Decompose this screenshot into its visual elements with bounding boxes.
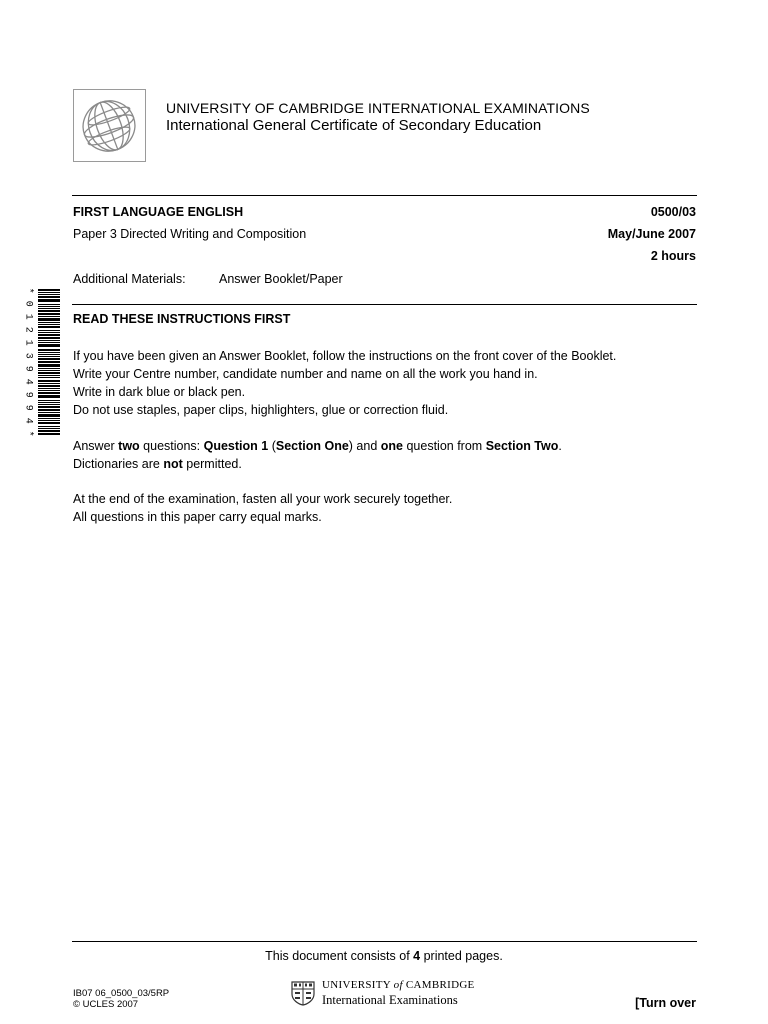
barcode-bar	[38, 342, 60, 343]
barcode	[22, 288, 62, 436]
certificate-title: International General Certificate of Secondary Education	[166, 117, 542, 134]
instruction-line: Write in dark blue or black pen.	[73, 385, 246, 399]
barcode-bar	[38, 402, 60, 403]
barcode-bar	[38, 375, 60, 376]
text-bold: two	[118, 439, 140, 453]
instruction-line: At the end of the examination, fasten all your work securely together.	[73, 492, 453, 506]
text-span: questions:	[139, 439, 204, 453]
text-span: UNIVERSITY	[322, 979, 391, 991]
paper-reference: IB07 06_0500_03/5RP	[73, 988, 170, 999]
materials-value: Answer Booklet/Paper	[219, 272, 343, 286]
divider-top	[72, 195, 697, 196]
university-title: UNIVERSITY OF CAMBRIDGE INTERNATIONAL EXAMINATIONS	[166, 100, 590, 116]
text-span: CAMBRIDGE	[405, 979, 475, 991]
barcode-bar	[38, 420, 60, 421]
barcode-bar	[38, 310, 60, 312]
barcode-bar	[38, 292, 60, 293]
instructions-block-1	[73, 347, 616, 419]
barcode-bar	[38, 400, 60, 401]
barcode-digits: * 0 1 2 1 3 9 4 9 9 4 *	[22, 287, 34, 437]
barcode-bar	[38, 296, 60, 298]
barcode-bar	[38, 406, 60, 408]
barcode-bar	[38, 316, 60, 317]
paper-title: Paper 3 Directed Writing and Composition	[73, 227, 307, 241]
barcode-bar	[38, 330, 60, 331]
divider-mid	[72, 304, 697, 305]
barcode-bar	[38, 395, 60, 398]
text-italic: of	[393, 979, 403, 991]
text-bold: Section One	[275, 439, 349, 453]
barcode-bar	[38, 404, 60, 405]
crest-icon	[290, 980, 316, 1006]
barcode-bar	[38, 409, 60, 411]
barcode-bar	[38, 322, 60, 323]
barcode-bar	[38, 313, 60, 315]
turn-over: [Turn over	[635, 996, 696, 1010]
instructions-block-3	[73, 490, 452, 526]
barcode-bar	[38, 306, 60, 307]
barcode-bar	[38, 332, 60, 333]
barcode-bar	[38, 289, 60, 291]
divider-bottom	[72, 941, 697, 942]
barcode-bar	[38, 294, 60, 295]
exam-session: May/June 2007	[607, 227, 696, 241]
barcode-bar	[38, 354, 60, 355]
text-bold: Question 1	[203, 439, 269, 453]
barcode-bar	[38, 361, 60, 363]
brand-line-2: International Examinations	[322, 993, 458, 1007]
barcode-bar	[38, 334, 60, 336]
barcode-bar	[38, 380, 60, 382]
instruction-line	[73, 437, 562, 455]
barcode-bar	[38, 304, 60, 305]
barcode-bar	[38, 337, 60, 339]
barcode-bar	[38, 422, 60, 424]
barcode-bar	[38, 418, 60, 419]
barcode-bar	[38, 390, 60, 391]
instruction-line: All questions in this paper carry equal marks.	[73, 510, 322, 524]
instructions-heading: READ THESE INSTRUCTIONS FIRST	[73, 312, 291, 326]
barcode-bar	[38, 340, 60, 341]
barcode-bar	[38, 368, 60, 369]
instructions-block-2	[73, 437, 562, 473]
barcode-bar	[38, 385, 60, 387]
barcode-bar	[38, 352, 60, 353]
text-span: question from	[403, 439, 486, 453]
text-bold: one	[380, 439, 403, 453]
crest-graphic	[290, 980, 316, 1006]
barcode-bar	[38, 392, 60, 394]
text-span: .	[558, 439, 562, 453]
text-span: printed pages.	[420, 949, 503, 963]
logo-box	[73, 89, 146, 162]
text-span: ) and	[348, 439, 381, 453]
text-span: This document consists of	[265, 949, 414, 963]
barcode-bar	[38, 308, 60, 309]
exam-duration: 2 hours	[650, 249, 696, 263]
text-span: (	[268, 439, 276, 453]
barcode-bar	[38, 364, 60, 367]
barcode-bar	[38, 358, 60, 360]
instruction-line: Do not use staples, paper clips, highlighters, glue or correction fluid.	[73, 403, 449, 417]
instruction-line: Write your Centre number, candidate number and name on all the work you hand in.	[73, 367, 538, 381]
brand-line-1	[322, 979, 475, 991]
text-span: Dictionaries are	[73, 457, 164, 471]
barcode-bar	[38, 426, 60, 427]
barcode-bar	[38, 412, 60, 413]
instruction-line: If you have been given an Answer Booklet, follow the instructions on the front cover of the Booklet.	[73, 349, 617, 363]
barcode-bar	[38, 318, 60, 321]
barcode-bar	[38, 430, 60, 432]
barcode-bar	[38, 428, 60, 429]
barcode-bar	[38, 370, 60, 371]
barcode-bar	[38, 433, 60, 435]
barcode-bar	[38, 344, 60, 347]
barcode-bar	[38, 324, 60, 325]
subject-title: FIRST LANGUAGE ENGLISH	[73, 205, 244, 219]
barcode-bar	[38, 377, 60, 378]
barcode-bar	[38, 356, 60, 357]
exam-code: 0500/03	[650, 205, 696, 219]
copyright: © UCLES 2007	[73, 999, 139, 1010]
text-bold: not	[163, 457, 183, 471]
globe-icon	[74, 90, 145, 161]
barcode-bar	[38, 349, 60, 351]
text-bold: Section Two	[485, 439, 559, 453]
barcode-digits-wrap	[22, 288, 34, 436]
instruction-line	[73, 455, 562, 473]
materials-label: Additional Materials:	[73, 272, 186, 286]
barcode-bar	[38, 383, 60, 384]
text-bold: 4	[413, 949, 421, 963]
barcode-bar	[38, 326, 60, 328]
barcode-bar	[38, 299, 60, 302]
page-count	[0, 949, 768, 963]
barcode-bar	[38, 414, 60, 417]
text-span: Answer	[73, 439, 119, 453]
barcode-bar	[38, 372, 60, 374]
barcode-bar	[38, 388, 60, 389]
text-span: permitted.	[182, 457, 242, 471]
